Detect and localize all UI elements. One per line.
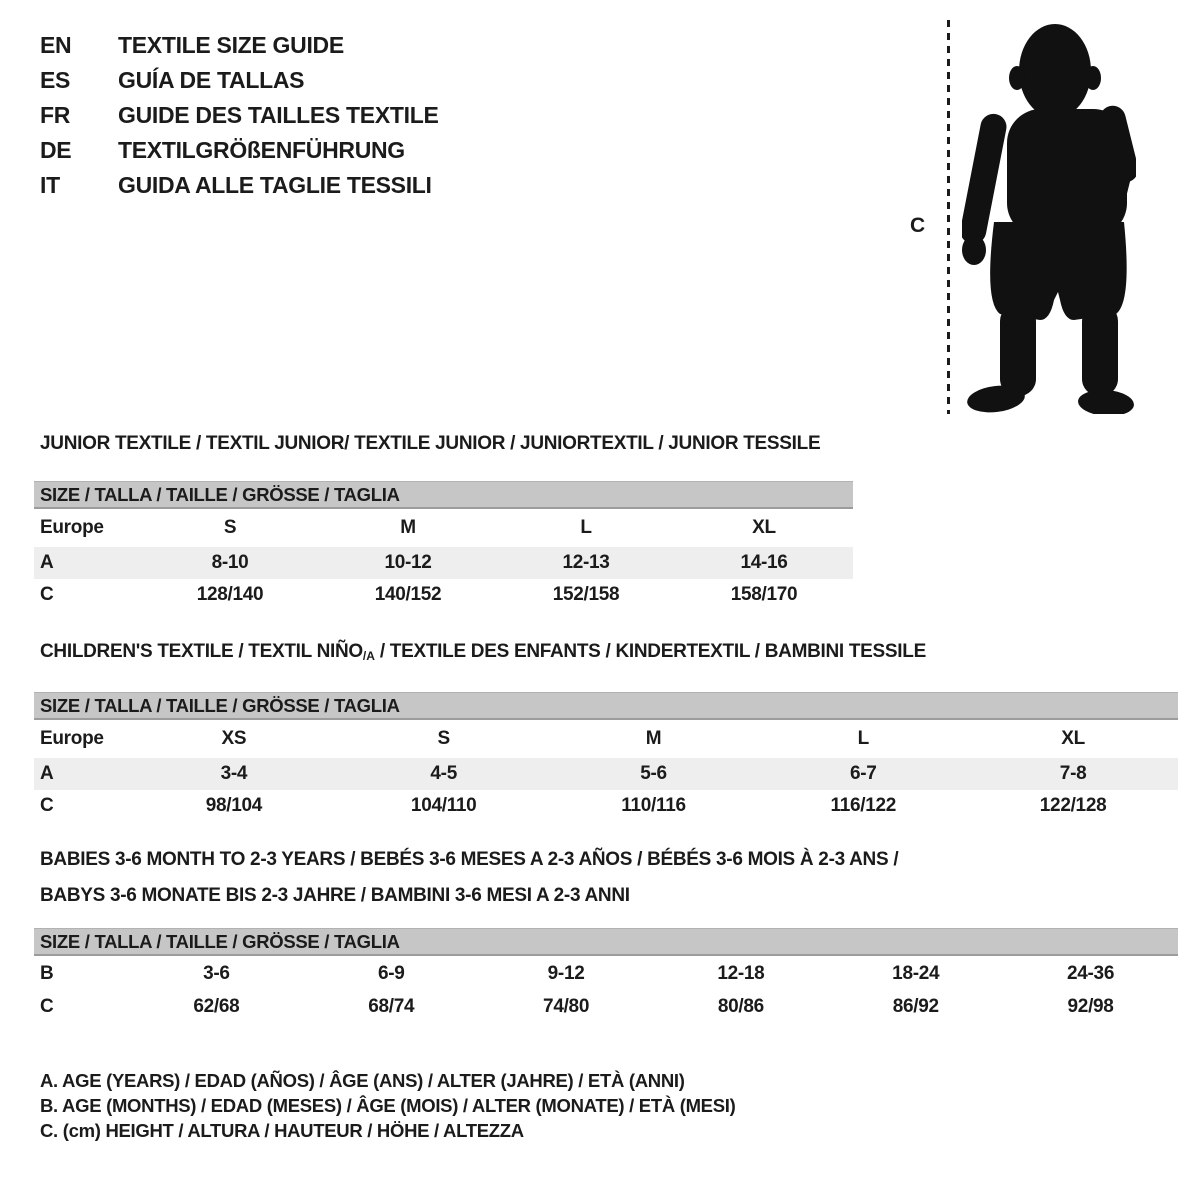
section-title-babies [40,842,898,914]
measurement-legend [40,1068,735,1143]
row-label: A [40,552,54,573]
row-label: C [40,996,54,1017]
size-cell: 9-12 [547,962,585,984]
size-cell: 98/104 [205,795,263,816]
row-label: Europe [40,728,104,749]
size-cell: S [223,517,237,538]
table-row [34,579,853,611]
size-cell: 3-4 [220,763,248,784]
size-table-header: SIZE / TALLA / TAILLE / GRÖSSE / TAGLIA [34,692,1178,720]
language-code: DE [40,137,72,163]
row-label: B [40,962,54,984]
size-cell: 3-6 [203,962,230,984]
size-cell: 62/68 [193,996,240,1017]
guide-title-es: GUÍA DE TALLAS [118,67,305,93]
language-code: IT [40,172,60,198]
section-title-junior: JUNIOR TEXTILE / TEXTIL JUNIOR/ TEXTILE JUNIOR / JUNIORTEXTIL / JUNIOR TESSILE [40,433,821,454]
junior-size-table [34,481,853,611]
guide-title-de: TEXTILGRÖßENFÜHRUNG [118,137,405,163]
size-cell: 18-24 [892,962,940,984]
size-cell: 122/128 [1039,795,1107,816]
size-cell: 4-5 [430,763,457,784]
legend-line-c: C. (cm) HEIGHT / ALTURA / HAUTEUR / HÖHE / ALTEZZA [40,1120,524,1141]
height-dashed-line [947,20,950,414]
size-cell: 128/140 [196,584,264,605]
guide-title-en: TEXTILE SIZE GUIDE [118,32,344,58]
size-cell: 80/86 [717,996,764,1017]
size-table-header: SIZE / TALLA / TAILLE / GRÖSSE / TAGLIA [34,481,853,509]
table-row [34,991,1178,1023]
table-row [34,758,1178,790]
language-row-fr [40,98,439,133]
size-cell: 140/152 [374,584,442,605]
children-size-table [34,692,1178,822]
size-cell: 14-16 [740,552,788,573]
section-title-children [40,641,926,663]
size-cell: 6-7 [850,763,877,784]
language-code: EN [40,32,72,58]
size-cell: 8-10 [211,552,249,573]
table-row [34,790,1178,822]
size-cell: 7-8 [1059,763,1087,784]
size-cell: 74/80 [543,996,590,1017]
table-row [34,547,853,579]
babies-size-table [34,928,1178,1023]
legend-line-a: A. AGE (YEARS) / EDAD (AÑOS) / ÂGE (ANS) / ALTER (JAHRE) / ETÀ (ANNI) [40,1070,685,1091]
size-cell: 104/110 [410,795,477,816]
toddler-silhouette-icon [962,14,1136,414]
height-label-c: C [910,214,925,237]
guide-title-fr: GUIDE DES TAILLES TEXTILE [118,102,439,128]
size-cell: M [645,728,662,749]
size-cell: 158/170 [730,584,798,605]
section-title-children-post: / TEXTILE DES ENFANTS / KINDERTEXTIL / BAMBINI TESSILE [374,641,926,662]
size-cell: 6-9 [377,962,405,984]
size-cell: 24-36 [1067,962,1115,984]
language-row-en [40,28,439,63]
size-cell: 110/116 [621,795,686,816]
section-title-children-sub: /A [362,649,375,663]
guide-title-it: GUIDA ALLE TAGLIE TESSILI [118,172,432,198]
language-code: FR [40,102,71,128]
language-row-es [40,63,439,98]
table-row [34,509,853,547]
size-table-header: SIZE / TALLA / TAILLE / GRÖSSE / TAGLIA [34,928,1178,956]
size-cell: 10-12 [384,552,432,573]
size-cell: S [437,728,450,749]
row-label: Europe [40,517,104,538]
size-cell: 86/92 [892,996,939,1017]
language-title-list [40,28,439,203]
language-code: ES [40,67,71,93]
section-title-children-pre: CHILDREN'S TEXTILE / TEXTIL NIÑO [40,641,363,662]
size-cell: 92/98 [1067,996,1114,1017]
size-cell: 12-18 [717,962,765,984]
section-title-babies-line1: BABIES 3-6 MONTH TO 2-3 YEARS / BEBÉS 3-6 MESES A 2-3 AÑOS / BÉBÉS 3-6 MOIS À 2-3 ANS / [40,849,899,870]
size-cell: XS [221,728,247,749]
size-cell: 116/122 [830,795,897,816]
size-cell: 12-13 [562,552,610,573]
language-row-de [40,133,439,168]
language-row-it [40,168,439,203]
size-cell: 152/158 [552,584,620,605]
row-label: C [40,795,54,816]
size-cell: 5-6 [640,763,667,784]
size-cell: M [400,517,416,538]
table-row [34,720,1178,758]
size-cell: 68/74 [368,996,415,1017]
size-cell: L [857,728,869,749]
table-row [34,956,1178,991]
size-cell: XL [1061,728,1085,749]
legend-line-b: B. AGE (MONTHS) / EDAD (MESES) / ÂGE (MOIS) / ALTER (MONATE) / ETÀ (MESI) [40,1095,736,1116]
size-cell: L [580,517,592,538]
size-cell: XL [752,517,776,538]
row-label: C [40,584,54,605]
row-label: A [40,763,54,784]
section-title-babies-line2: BABYS 3-6 MONATE BIS 2-3 JAHRE / BAMBINI 3-6 MESI A 2-3 ANNI [40,885,630,906]
